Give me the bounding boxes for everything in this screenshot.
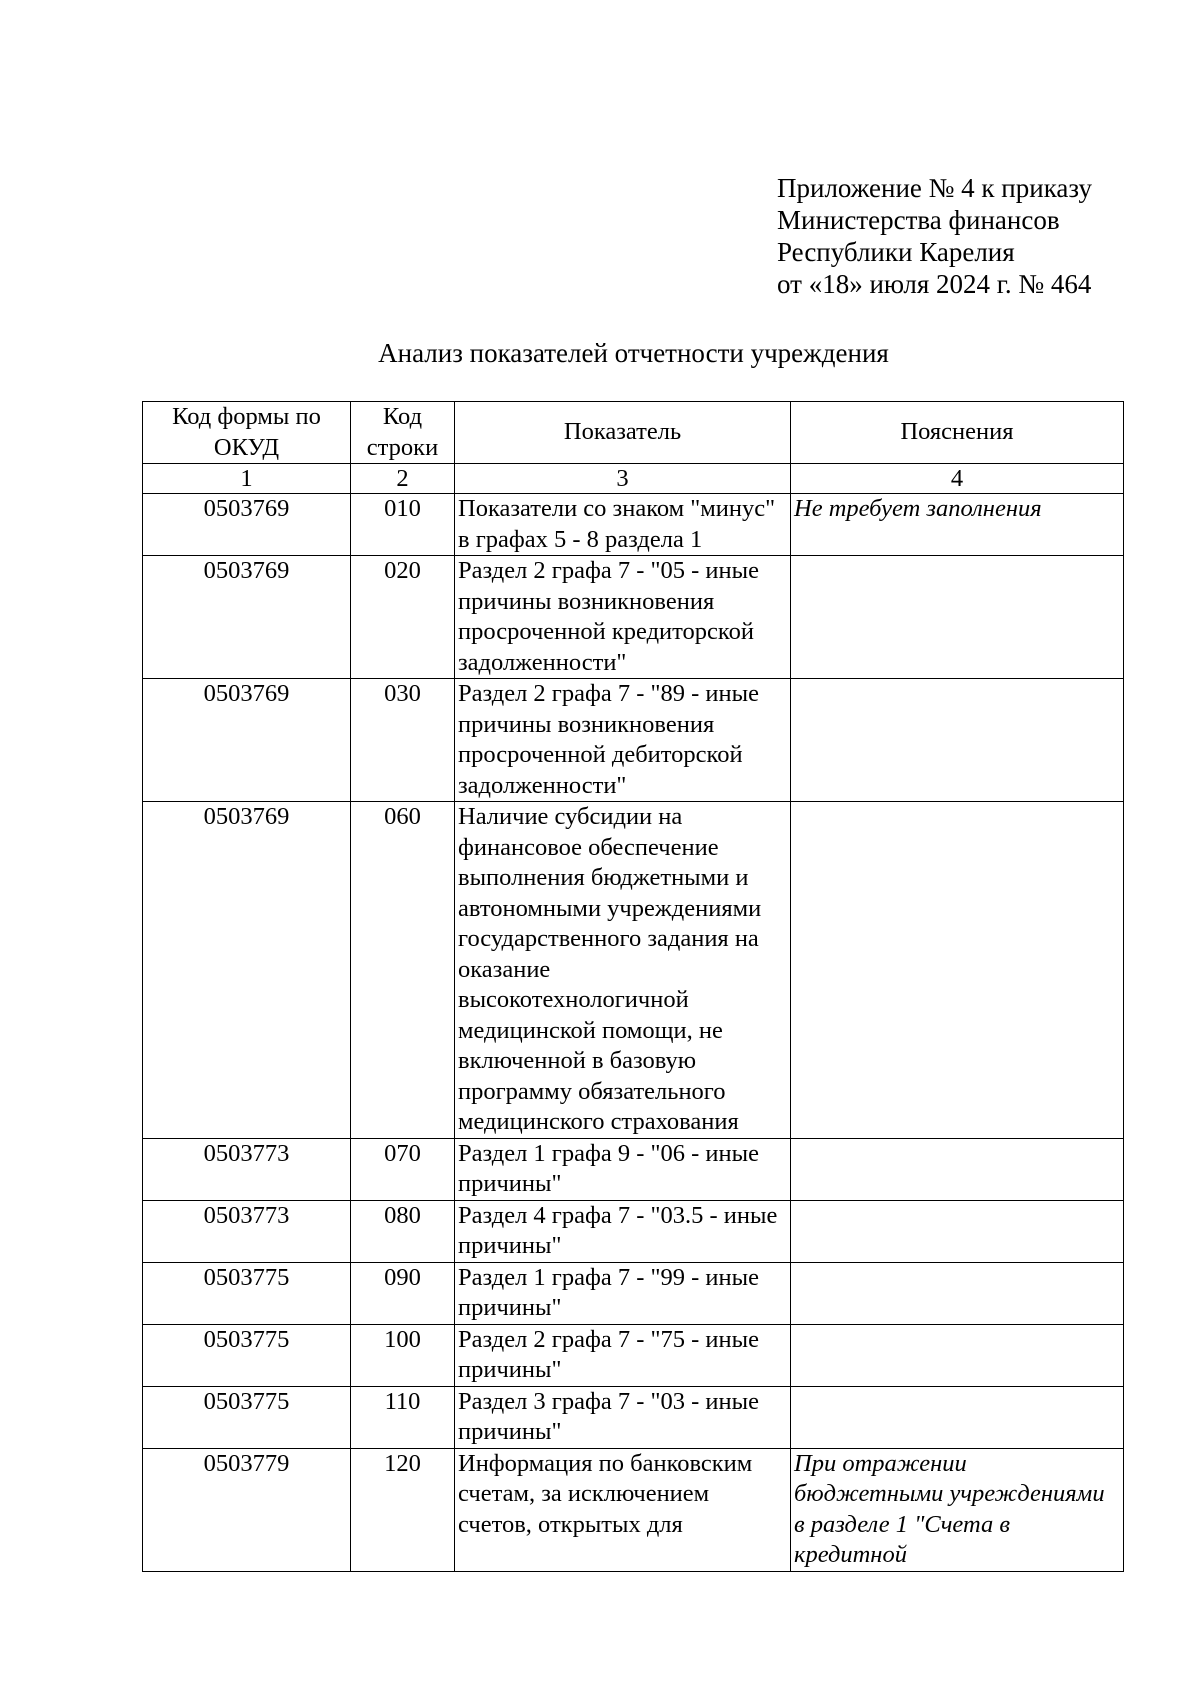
line-code-cell: 080 [351,1200,455,1262]
indicator-cell: Информация по банковским счетам, за исключением счетов, открытых для [455,1448,791,1571]
table-header-row [143,402,1124,464]
indicator-cell: Показатели со знаком "минус" в графах 5 - 8 раздела 1 [455,494,791,556]
explanation-cell [791,1324,1124,1386]
line-code-cell: 070 [351,1138,455,1200]
okud-cell: 0503775 [143,1262,351,1324]
okud-cell: 0503775 [143,1386,351,1448]
table-row [143,1324,1124,1386]
column-header-line-code: Код строки [351,402,455,464]
explanation-cell [791,556,1124,679]
explanation-cell [791,679,1124,802]
explanation-cell [791,802,1124,1139]
line-code-cell: 010 [351,494,455,556]
table-row [143,802,1124,1139]
indicator-cell: Раздел 4 графа 7 - "03.5 - иные причины" [455,1200,791,1262]
indicator-cell: Раздел 2 графа 7 - "75 - иные причины" [455,1324,791,1386]
report-table [142,401,1124,1572]
table-row [143,494,1124,556]
column-number: 1 [143,464,351,494]
indicator-cell: Наличие субсидии на финансовое обеспечение выполнения бюджетными и автономными учреждениями государственного задания на оказание высокотехнологичной медицинской помощи, не включенной в базовую программу обязательного медицинского страхования [455,802,791,1139]
line-code-cell: 100 [351,1324,455,1386]
okud-cell: 0503769 [143,494,351,556]
okud-cell: 0503773 [143,1200,351,1262]
explanation-cell [791,1386,1124,1448]
table-row [143,679,1124,802]
explanation-cell: При отражении бюджетными учреждениями в разделе 1 "Счета в кредитной [791,1448,1124,1571]
order-reference [777,172,1092,300]
header-line-1: Приложение № 4 к приказу [777,173,1092,203]
table-row [143,1262,1124,1324]
line-code-cell: 020 [351,556,455,679]
line-code-cell: 030 [351,679,455,802]
table-row [143,1448,1124,1571]
line-code-cell: 120 [351,1448,455,1571]
explanation-cell [791,1200,1124,1262]
indicator-cell: Раздел 3 графа 7 - "03 - иные причины" [455,1386,791,1448]
indicator-cell: Раздел 1 графа 7 - "99 - иные причины" [455,1262,791,1324]
indicator-cell: Раздел 2 графа 7 - "05 - иные причины возникновения просроченной кредиторской задолженности" [455,556,791,679]
explanation-cell [791,1262,1124,1324]
column-number-row [143,464,1124,494]
indicator-cell: Раздел 1 графа 9 - "06 - иные причины" [455,1138,791,1200]
okud-cell: 0503769 [143,802,351,1139]
okud-cell: 0503775 [143,1324,351,1386]
explanation-cell: Не требует заполнения [791,494,1124,556]
line-code-cell: 090 [351,1262,455,1324]
header-line-3: Республики Карелия [777,237,1015,267]
table-row [143,1200,1124,1262]
header-line-2: Министерства финансов [777,205,1060,235]
okud-cell: 0503769 [143,556,351,679]
explanation-cell [791,1138,1124,1200]
okud-cell: 0503773 [143,1138,351,1200]
header-line-4: от «18» июля 2024 г. № 464 [777,269,1092,299]
table-row [143,1386,1124,1448]
column-number: 2 [351,464,455,494]
indicator-cell: Раздел 2 графа 7 - "89 - иные причины возникновения просроченной дебиторской задолженности" [455,679,791,802]
line-code-cell: 110 [351,1386,455,1448]
table-row [143,556,1124,679]
column-number: 4 [791,464,1124,494]
okud-cell: 0503769 [143,679,351,802]
column-header-okud: Код формы по ОКУД [143,402,351,464]
column-number: 3 [455,464,791,494]
line-code-cell: 060 [351,802,455,1139]
column-header-explanation: Пояснения [791,402,1124,464]
table-row [143,1138,1124,1200]
document-title: Анализ показателей отчетности учреждения [378,338,889,368]
okud-cell: 0503779 [143,1448,351,1571]
column-header-indicator: Показатель [455,402,791,464]
